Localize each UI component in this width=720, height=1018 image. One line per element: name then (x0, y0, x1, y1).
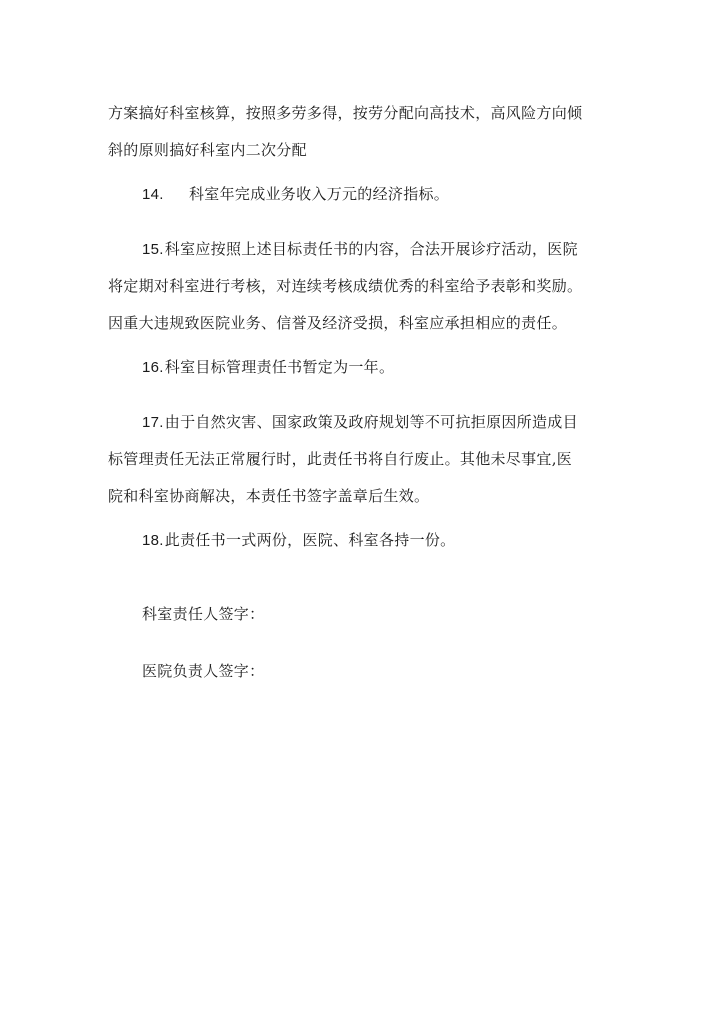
item-17-text-line1: 由于自然灾害、国家政策及政府规划等不可抗拒原因所造成目 (164, 413, 578, 431)
item-14 (142, 184, 449, 205)
item-17-line3: 院和科室协商解决，本责任书签字盖章后生效。 (108, 487, 430, 505)
item-17-number: 17. (142, 414, 164, 431)
item-16 (142, 357, 394, 378)
item-16-number: 16. (142, 359, 164, 376)
para13-line1: 方案搞好科室核算，按照多劳多得，按劳分配向高技术，高风险方向倾 (108, 104, 583, 122)
item-17-line2: 标管理责任无法正常履行时，此责任书将自行废止。其他未尽事宜,医 (108, 450, 573, 468)
department-signature-label: 科室责任人签字： (142, 605, 265, 623)
para13-line2: 斜的原则搞好科室内二次分配 (108, 141, 307, 159)
item-18-text: 此责任书一式两份，医院、科室各持一份。 (164, 531, 456, 549)
item-18-number: 18. (142, 532, 164, 549)
item-15-line3: 因重大违规致医院业务、信誉及经济受损，科室应承担相应的责任。 (108, 314, 568, 332)
item-14-number: 14. (142, 186, 164, 203)
hospital-signature-label: 医院负责人签字： (142, 662, 265, 680)
item-15-text-line1: 科室应按照上述目标责任书的内容，合法开展诊疗活动，医院 (164, 240, 578, 258)
item-15-line1 (142, 239, 578, 260)
item-15-number: 15. (142, 241, 164, 258)
item-18 (142, 530, 455, 551)
item-17-line1 (142, 412, 578, 433)
item-14-text: 科室年完成业务收入万元的经济指标。 (189, 185, 450, 203)
item-15-line2: 将定期对科室进行考核，对连续考核成绩优秀的科室给予表彰和奖励。 (108, 277, 583, 295)
item-16-text: 科室目标管理责任书暂定为一年。 (164, 358, 395, 376)
